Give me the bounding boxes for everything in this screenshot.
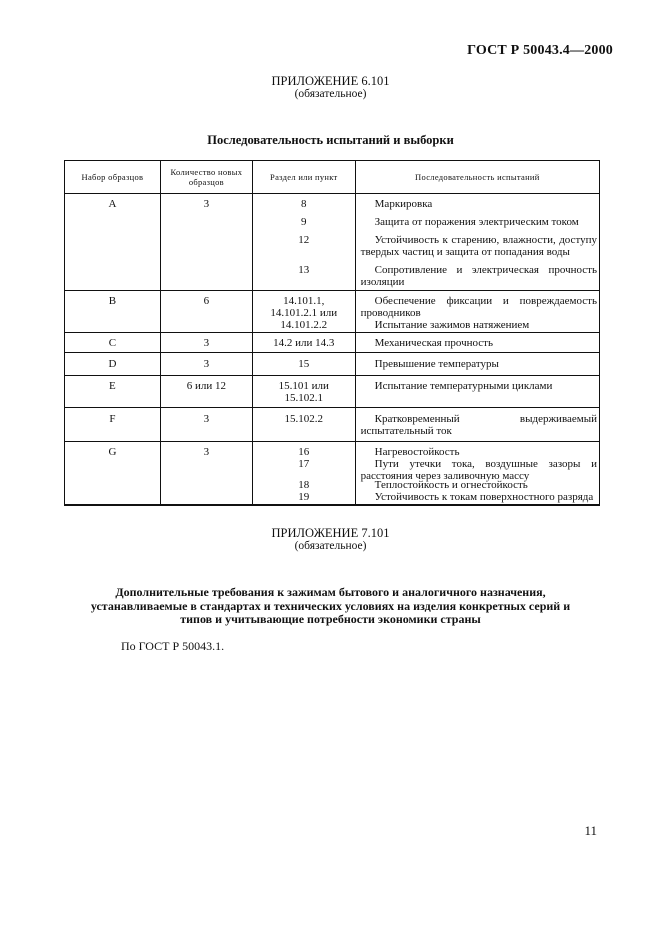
cell-set: F: [65, 408, 161, 442]
clause: 17: [298, 458, 310, 470]
table-row: [65, 333, 600, 353]
annex-6-101-status: (обязательное): [294, 88, 367, 100]
col-header-sample-set: Набор образцов: [65, 161, 161, 194]
cell-set: E: [65, 376, 161, 408]
test-description: Устойчивость к токам поверхностного разряда: [374, 491, 594, 503]
cell-clauses: 15.102.2: [252, 408, 355, 442]
cell-count: 6: [160, 291, 252, 333]
cell-set: D: [65, 353, 161, 376]
cell-tests: [355, 291, 599, 333]
cell-clauses: [252, 194, 355, 291]
clause: 19: [298, 491, 310, 503]
col-header-test-sequence: Последовательность испытаний: [355, 161, 599, 194]
cell-count: 3: [160, 333, 252, 353]
cell-clauses: [252, 291, 355, 333]
cell-count: 3: [160, 408, 252, 442]
test-sequence-heading: Последовательность испытаний и выборки: [207, 133, 454, 147]
cell-tests: Кратковременный выдерживаемый испытательный ток: [355, 408, 599, 442]
clause: 16: [298, 446, 310, 458]
cell-count: 6 или 12: [160, 376, 252, 408]
test-sequence-table: [64, 160, 600, 506]
table-row: [65, 353, 600, 376]
clause: 9: [301, 216, 307, 228]
page-number: 11: [584, 823, 597, 838]
test-description: Маркировка: [374, 198, 433, 210]
cell-tests: Превышение температуры: [355, 353, 599, 376]
annex-7-101-title: ПРИЛОЖЕНИЕ 7.101: [271, 526, 390, 540]
table-row: [65, 291, 600, 333]
clause: 8: [301, 198, 307, 210]
cell-set: C: [65, 333, 161, 353]
table-row: [65, 194, 600, 291]
clause: 14.101.1, 14.101.2.1 или 14.101.2.2: [270, 295, 338, 331]
test-description: Теплостойкость и огнестойкость: [374, 479, 528, 491]
annex-7-101-status: (обязательное): [294, 540, 367, 552]
cell-count: 3: [160, 353, 252, 376]
standard-number: ГОСТ Р 50043.4—2000: [467, 43, 613, 58]
cell-clauses: 15: [252, 353, 355, 376]
test-description: Устойчивость к старению, влажности, доступу твердых частиц и защита от попадания воды: [360, 234, 597, 258]
additional-requirements-heading: Дополнительные требования к зажимам бытового и аналогичного назначения, устанавливаемые в стандартах и технических условиях на изделия конкретных серий и типов и учитывающие потребности экономики страны: [90, 585, 571, 626]
table-row: [65, 376, 600, 408]
table-row: [65, 408, 600, 442]
cell-count: 3: [160, 194, 252, 291]
cell-tests: [355, 442, 599, 506]
cell-clauses: 14.2 или 14.3: [252, 333, 355, 353]
col-header-new-samples: Количество новых образцов: [160, 161, 252, 194]
test-description: Нагревостойкость: [374, 446, 460, 458]
cell-count: 3: [160, 442, 252, 506]
clause: 13: [298, 264, 310, 276]
test-description: Испытание зажимов натяжением: [374, 319, 530, 331]
clause: 18: [298, 479, 310, 491]
test-description: Пути утечки тока, воздушные зазоры и расстояния через заливочную массу: [360, 458, 597, 482]
reference-paragraph: По ГОСТ Р 50043.1.: [121, 639, 225, 653]
cell-tests: Испытание температурными циклами: [355, 376, 599, 408]
annex-6-101-title: ПРИЛОЖЕНИЕ 6.101: [271, 74, 390, 88]
cell-clauses: 15.101 или 15.102.1: [252, 376, 355, 408]
table-row: [65, 442, 600, 506]
test-description: Обеспечение фиксации и повреждаемость проводников: [360, 295, 597, 319]
test-description: Сопротивление и электрическая прочность изоляции: [360, 264, 597, 288]
table-header-row: [65, 161, 600, 194]
cell-set: B: [65, 291, 161, 333]
col-header-clause: Раздел или пункт: [252, 161, 355, 194]
cell-tests: [355, 194, 599, 291]
cell-clauses: [252, 442, 355, 506]
cell-set: A: [65, 194, 161, 291]
clause: 12: [298, 234, 310, 246]
test-description: Защита от поражения электрическим током: [374, 216, 579, 228]
cell-set: G: [65, 442, 161, 506]
cell-tests: Механическая прочность: [355, 333, 599, 353]
